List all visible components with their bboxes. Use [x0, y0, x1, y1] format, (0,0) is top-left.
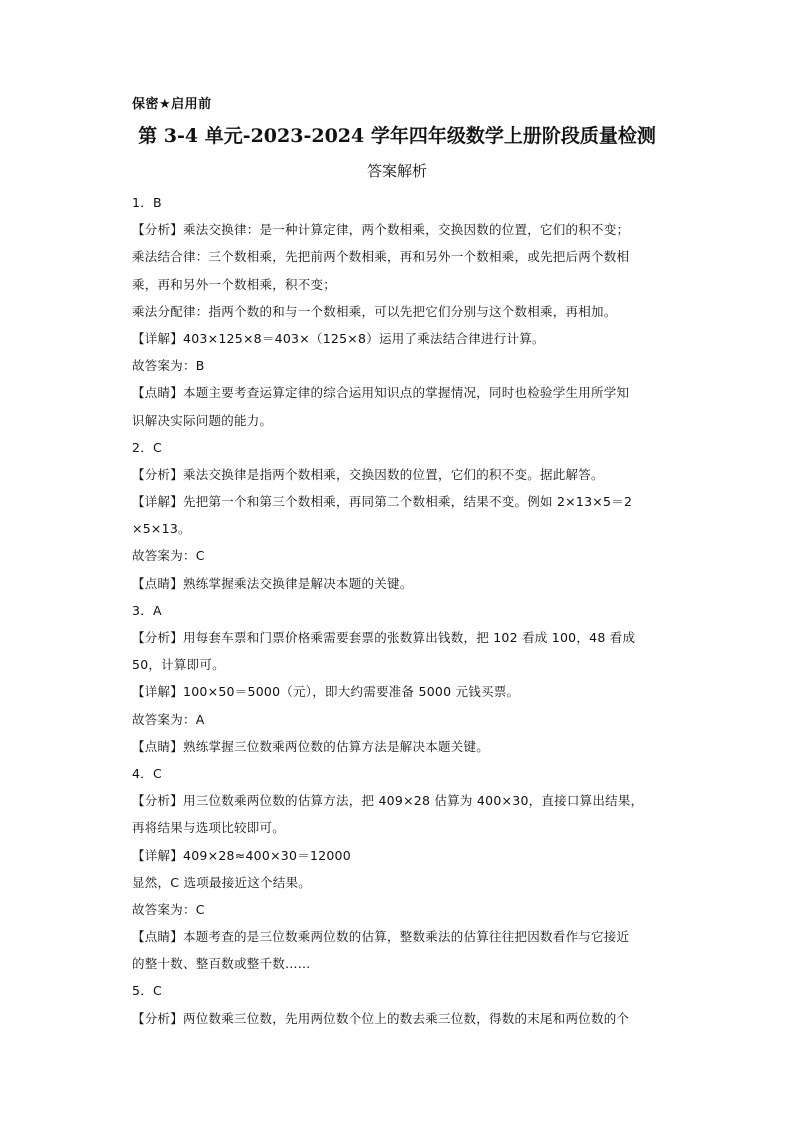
answer-text-body — [132, 189, 692, 1032]
text-line: 5．C — [132, 983, 162, 999]
text-line: 【点睛】熟练掌握三位数乘两位数的估算方法是解决本题关键。 — [132, 738, 490, 754]
text-line: 【详解】100×50＝5000（元），即大约需要准备 5000 元钱买票。 — [132, 684, 520, 700]
text-line: 故答案为：A — [132, 711, 205, 727]
text-line: 50，计算即可。 — [132, 657, 225, 673]
text-line: 【点睛】本题考查的是三位数乘两位数的估算，整数乘法的估算往往把因数看作与它接近 — [132, 929, 630, 945]
text-line: 【详解】403×125×8＝403×（125×8）运用了乘法结合律进行计算。 — [132, 330, 545, 346]
text-line: 【详解】先把第一个和第三个数相乘，再同第二个数相乘，结果不变。例如 2×13×5＝2 — [132, 494, 633, 510]
text-line: 的整十数、整百数或整千数…… — [132, 956, 311, 972]
confidential-label: 保密★启用前 — [132, 97, 212, 112]
text-line: 故答案为：B — [132, 358, 205, 374]
text-line: 乘法结合律：三个数相乘，先把前两个数相乘，再和另外一个数相乘，或先把后两个数相 — [132, 249, 630, 265]
text-line: 【分析】乘法交换律：是一种计算定律，两个数相乘，交换因数的位置，它们的积不变； — [132, 222, 630, 238]
text-line: 【点睛】熟练掌握乘法交换律是解决本题的关键。 — [132, 575, 413, 591]
text-line: 再将结果与选项比较即可。 — [132, 820, 286, 836]
text-line: 1．B — [132, 195, 162, 210]
text-line: 3．A — [132, 602, 162, 618]
page-subtitle: 答案解析 — [366, 162, 427, 180]
text-line: 识解决实际问题的能力。 — [132, 412, 273, 428]
text-line: 故答案为：C — [132, 901, 205, 917]
text-line: 4．C — [132, 765, 162, 781]
text-line: 故答案为：C — [132, 548, 205, 564]
text-line: ×5×13。 — [132, 521, 191, 537]
text-line: 乘，再和另外一个数相乘，积不变； — [132, 276, 337, 292]
text-line: 【分析】乘法交换律是指两个数相乘，交换因数的位置，它们的积不变。据此解答。 — [132, 466, 604, 482]
text-line: 【分析】用三位数乘两位数的估算方法，把 409×28 估算为 400×30，直接口算出结果， — [132, 793, 644, 809]
text-line: 2．C — [132, 439, 162, 455]
text-line: 【分析】用每套车票和门票价格乘需要套票的张数算出钱数，把 102 看成 100，48 看成 — [132, 630, 636, 645]
page-title: 第 3-4 单元-2023-2024 学年四年级数学上册阶段质量检测 — [138, 125, 656, 147]
text-line: 乘法分配律：指两个数的和与一个数相乘，可以先把它们分别与这个数相乘，再相加。 — [132, 303, 617, 319]
text-line: 显然，C 选项最接近这个结果。 — [132, 874, 311, 890]
text-line: 【点睛】本题主要考查运算定律的综合运用知识点的掌握情况，同时也检验学生用所学知 — [132, 385, 630, 401]
text-line: 【分析】两位数乘三位数，先用两位数个位上的数去乘三位数，得数的末尾和两位数的个 — [132, 1010, 630, 1026]
text-line: 【详解】409×28≈400×30＝12000 — [132, 847, 351, 863]
